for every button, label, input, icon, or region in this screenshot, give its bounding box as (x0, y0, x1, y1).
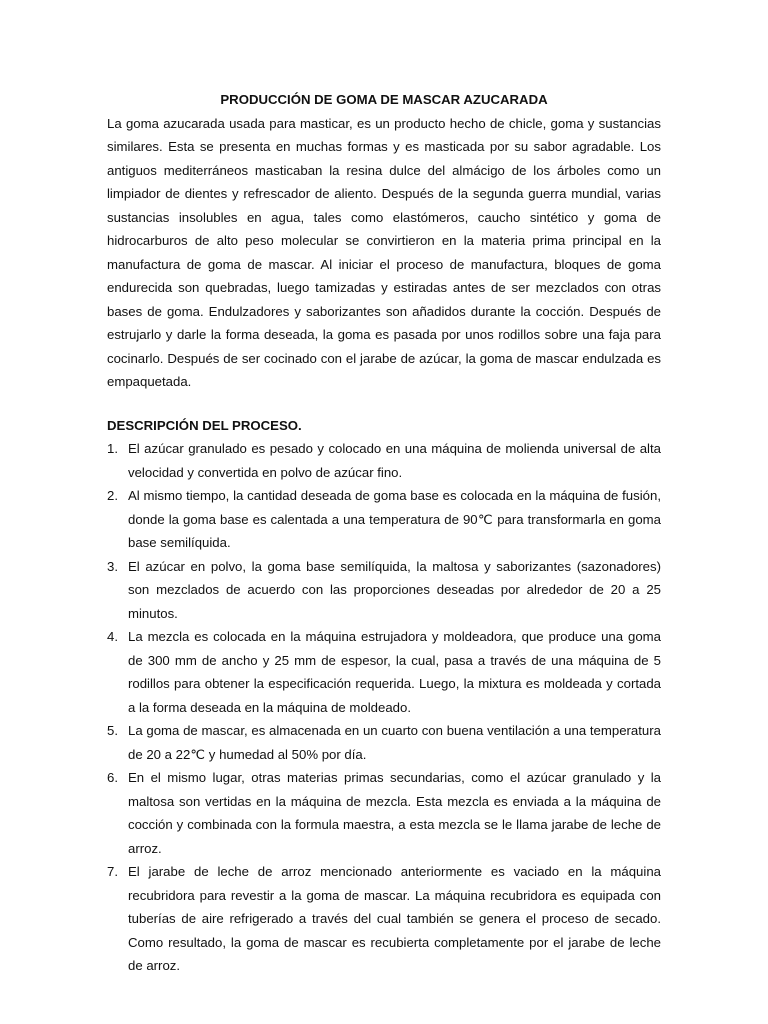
step-text: En el mismo lugar, otras materias primas secundarias, como el azúcar granulado y la maltosa son vertidas en la máquina de mezcla. Esta mezcla es enviada a la máquina de cocción y combinada con la formula maestra, a esta mezcla se le llama jarabe de leche de arroz. (128, 770, 661, 856)
step-text: El azúcar granulado es pesado y colocado en una máquina de molienda universal de alta velocidad y convertida en polvo de azúcar fino. (128, 441, 661, 480)
process-step (107, 484, 661, 555)
section-heading: DESCRIPCIÓN DEL PROCESO. (107, 417, 302, 433)
process-step (107, 555, 661, 626)
step-number: 6. (107, 770, 118, 785)
document-title: PRODUCCIÓN DE GOMA DE MASCAR AZUCARADA (220, 92, 548, 107)
process-step (107, 766, 661, 860)
process-step (107, 625, 661, 719)
step-number: 1. (107, 441, 118, 456)
process-step (107, 719, 661, 766)
step-text: Al mismo tiempo, la cantidad deseada de goma base es colocada en la máquina de fusión, donde la goma base es calentada a una temperatura de 90℃ para transformarla en goma base semilíquida. (128, 488, 661, 550)
process-step (107, 860, 661, 978)
step-number: 3. (107, 558, 118, 574)
step-text: El azúcar en polvo, la goma base semilíquida, la maltosa y saborizantes (sazonadores) son mezclados de acuerdo con las proporciones deseadas por alrededor de 20 a 25 minutos. (128, 558, 661, 621)
step-text: La goma de mascar, es almacenada en un cuarto con buena ventilación a una temperatura de 20 a 22℃ y humedad al 50% por día. (128, 723, 661, 762)
step-text: El jarabe de leche de arroz mencionado anteriormente es vaciado en la máquina recubridora para revestir a la goma de mascar. La máquina recubridora es equipada con tuberías de aire refrigerado a través del cual también se genera el proceso de secado. Como resultado, la goma de mascar es recubierta completamente por el jarabe de leche de arroz. (128, 864, 661, 973)
step-number: 4. (107, 629, 118, 644)
document-page (107, 88, 661, 978)
step-number: 5. (107, 723, 118, 738)
process-step (107, 437, 661, 484)
step-text: La mezcla es colocada en la máquina estrujadora y moldeadora, que produce una goma de 300 mm de ancho y 25 mm de espesor, la cual, pasa a través de una máquina de 5 rodillos para obtener la especificación requerida. Luego, la mixtura es moldeada y cortada a la forma deseada en la máquina de moldeado. (128, 629, 661, 715)
step-number: 7. (107, 864, 118, 879)
intro-paragraph: La goma azucarada usada para masticar, es un producto hecho de chicle, goma y sustancias similares. Esta se presenta en muchas formas y es masticada por su sabor agradable. Los antiguos mediterráneos masticaban la resina dulce del almácigo de los árboles como un limpiador de dientes y refrescador de aliento. Después de la segunda guerra mundial, varias sustancias insolubles en agua, tales como elastómeros, caucho sintético y goma de hidrocarburos de alto peso molecular se convirtieron en la materia prima principal en la manufactura de goma de mascar. Al iniciar el proceso de manufactura, bloques de goma endurecida son quebradas, luego tamizadas y estiradas antes de ser mezclados con otras bases de goma. Endulzadores y saborizantes son añadidos durante la cocción. Después de estrujarlo y darle la forma deseada, la goma es pasada por unos rodillos sobre una faja para cocinarlo. Después de ser cocinado con el jarabe de azúcar, la goma de mascar endulzada es empaquetada. (107, 115, 661, 389)
process-steps-list (107, 437, 661, 978)
step-number: 2. (107, 488, 118, 503)
